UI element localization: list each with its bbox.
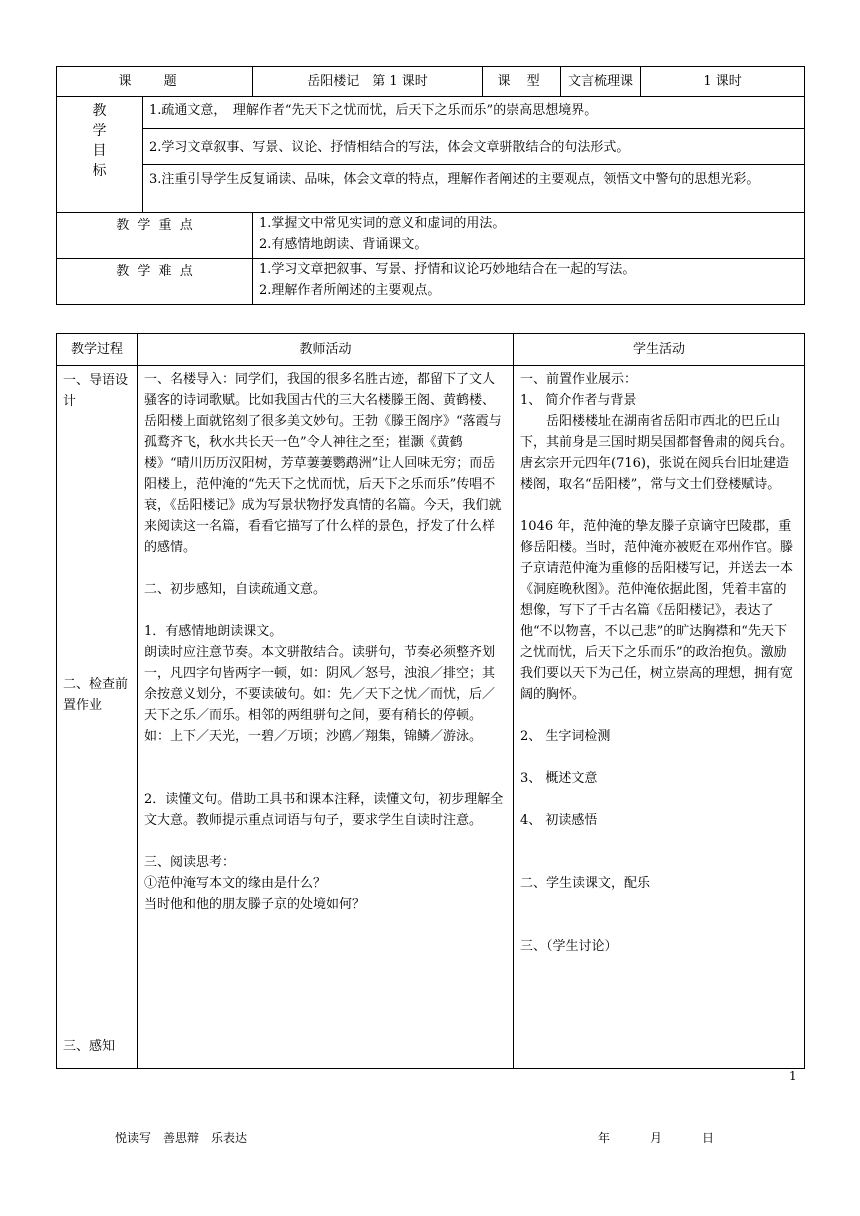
course-title: 岳阳楼记 第 1 课时 bbox=[253, 67, 483, 97]
key-points-label: 教 学 重 点 bbox=[57, 213, 253, 259]
teacher-rhythm: 朗读时应注意节奏。本文骈散结合。读骈句，节奏必须整齐划一，凡四字句皆两字一顿，如：阴风／怒号，浊浪／排空；其余按意义划分，不要读破句。如：先／天下之忧／而忧，后／天下之乐／而乐。相邻的两组骈句之间，要有稍长的停顿。如：上下／天光，一碧／万顷；沙鸥／翔集，锦鳞／游泳。 bbox=[144, 645, 496, 744]
key-point-1: 1.掌握文中常见实词的意义和虚词的用法。 bbox=[259, 216, 506, 231]
page-number: 1 bbox=[789, 1069, 797, 1083]
student-activities bbox=[514, 366, 805, 1069]
footer-slogan: 悦读写 善思辩 乐表达 bbox=[115, 1131, 248, 1145]
difficulties-content bbox=[253, 259, 805, 305]
student-background: 岳阳楼楼址在湖南省岳阳市西北的巴丘山下，其前身是三国时期吴国都督鲁肃的阅兵台。唐玄宗开元四年(716)，张说在阅兵台旧址建造楼阁，取名“岳阳楼”，常与文士们登楼赋诗。 bbox=[520, 414, 794, 492]
teacher-think: 三、阅读思考： bbox=[144, 855, 236, 870]
teacher-read-aloud: 1．有感情地朗读课文。 bbox=[144, 624, 283, 639]
difficulties-label: 教 学 难 点 bbox=[57, 259, 253, 305]
header-student: 学生活动 bbox=[514, 334, 805, 366]
class-hours: 1 课时 bbox=[641, 67, 805, 97]
student-item-3: 3、 概述文意 bbox=[520, 771, 598, 786]
difficulty-1: 1.学习文章把叙事、写景、抒情和议论巧妙地结合在一起的写法。 bbox=[259, 262, 636, 277]
footer-month: 月 bbox=[650, 1131, 663, 1145]
objectives-label: 教学目标 bbox=[57, 97, 143, 213]
stage-2: 二、检查前置作业 bbox=[63, 677, 129, 713]
lesson-info-table bbox=[56, 66, 805, 305]
type-label: 课 型 bbox=[483, 67, 561, 97]
teacher-perceive: 二、初步感知，自读疏通文意。 bbox=[144, 582, 327, 597]
footer-year: 年 bbox=[598, 1131, 611, 1145]
teacher-question-1: ①范仲淹写本文的缘由是什么？ bbox=[144, 876, 327, 891]
header-process: 教学过程 bbox=[57, 334, 138, 366]
student-item-4: 4、 初读感悟 bbox=[520, 813, 598, 828]
type-value: 文言梳理课 bbox=[561, 67, 641, 97]
objective-2: 2.学习文章叙事、写景、议论、抒情相结合的写法，体会文章骈散结合的句法形式。 bbox=[143, 129, 805, 165]
student-read: 二、学生读课文，配乐 bbox=[520, 876, 651, 891]
teacher-question-2: 当时他和他的朋友滕子京的处境如何？ bbox=[144, 897, 366, 912]
footer-day: 日 bbox=[702, 1131, 715, 1145]
student-item-1: 1、 简介作者与背景 bbox=[520, 393, 637, 408]
difficulty-2: 2.理解作者所阐述的主要观点。 bbox=[259, 283, 441, 298]
header-teacher: 教师活动 bbox=[138, 334, 514, 366]
student-item-2: 2、 生字词检测 bbox=[520, 729, 611, 744]
objective-3: 3.注重引导学生反复诵读、品味，体会文章的特点，理解作者阐述的主要观点，领悟文中警句的思想光彩。 bbox=[143, 165, 805, 213]
footer-date bbox=[598, 1129, 754, 1146]
objective-1: 1.疏通文意， 理解作者“先天下之忧而忧，后天下之乐而乐”的崇高思想境界。 bbox=[143, 97, 805, 129]
student-discuss: 三、（学生讨论） bbox=[520, 939, 618, 954]
stage-1: 一、导语设计 bbox=[63, 373, 129, 409]
stage-column bbox=[57, 366, 138, 1069]
teaching-process-table bbox=[56, 333, 805, 1069]
teacher-activities bbox=[138, 366, 514, 1069]
key-point-2: 2.有感情地朗读、背诵课文。 bbox=[259, 237, 428, 252]
key-points-content bbox=[253, 213, 805, 259]
course-label: 课 题 bbox=[57, 67, 253, 97]
stage-3: 三、感知 bbox=[63, 1039, 116, 1054]
student-history: 1046 年，范仲淹的挚友滕子京谪守巴陵郡，重修岳阳楼。当时，范仲淹亦被贬在邓州作官。滕子京请范仲淹为重修的岳阳楼写记，并送去一本《洞庭晚秋图》。范仲淹依据此图，凭着丰富的想像，写下了千古名篇《岳阳楼记》，表达了他“不以物喜，不以己悲”的旷达胸襟和“先天下之忧而忧，后天下之乐而乐”的政治抱负。激励我们要以天下为己任，树立崇高的理想，拥有宽阔的胸怀。 bbox=[520, 519, 794, 702]
teacher-understand: 2．读懂文句。借助工具书和课本注释，读懂文句，初步理解全文大意。教师提示重点词语与句子，要求学生自读时注意。 bbox=[144, 792, 504, 828]
teacher-intro: 一、名楼导入：同学们，我国的很多名胜古迹，都留下了文人骚客的诗词歌赋。比如我国古代的三大名楼滕王阁、黄鹤楼、岳阳楼上面就铭刻了很多美文妙句。王勃《滕王阁序》“落霞与孤鹜齐飞，秋水共长天一色”令人神往之至；崔灏《黄鹤楼》“晴川历历汉阳树，芳草萋萋鹦鹉洲”让人回味无穷；而岳阳楼上，范仲淹的“先天下之忧而忧，后天下之乐而乐”传唱不衰，《岳阳楼记》成为写景状物抒发真情的名篇。今天，我们就来阅读这一名篇，看看它描写了什么样的景色，抒发了什么样的感情。 bbox=[144, 372, 502, 555]
student-preview: 一、前置作业展示： bbox=[520, 372, 638, 387]
